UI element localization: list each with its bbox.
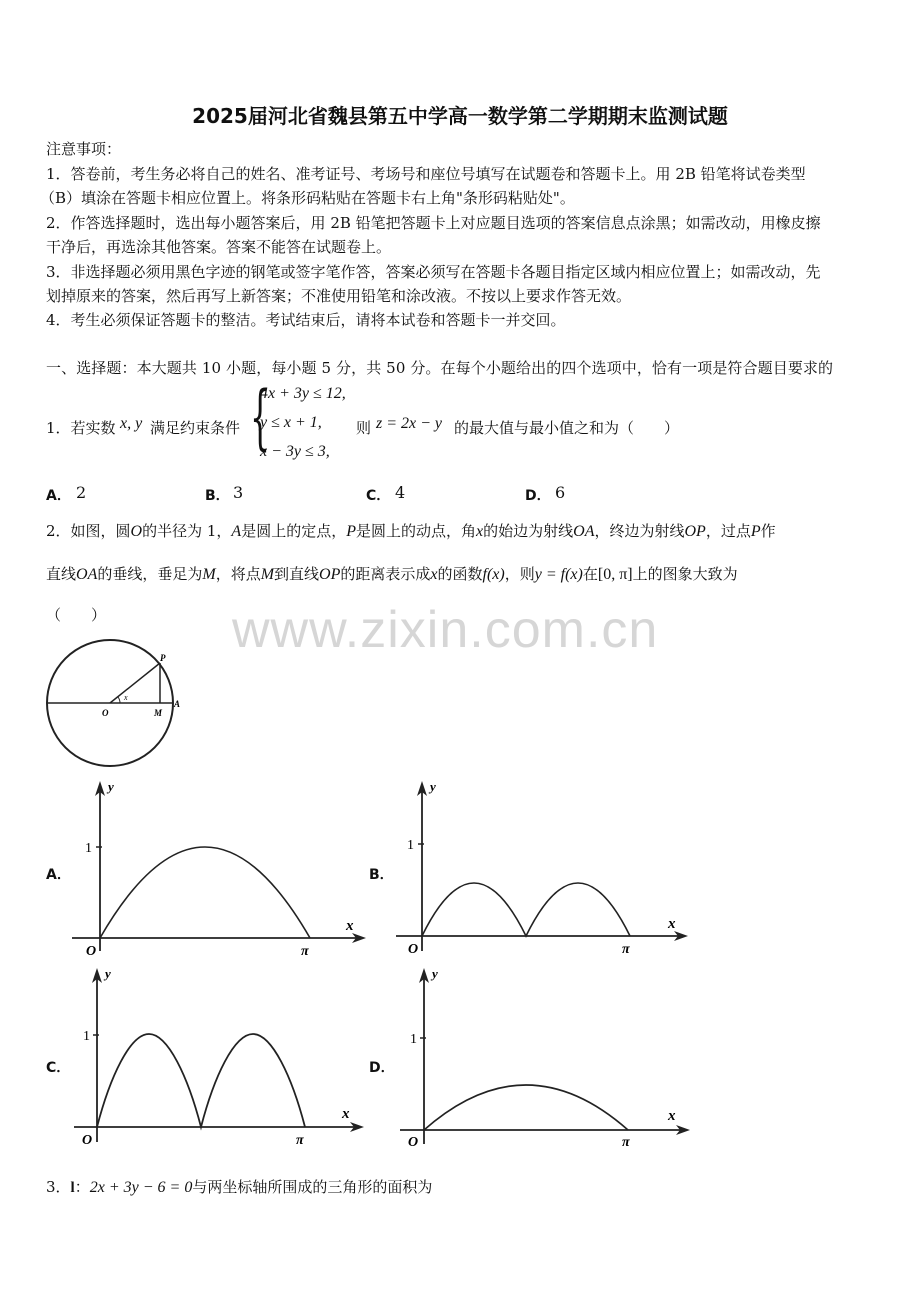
x-axis-label: x [668,916,676,932]
y-axis-label: y [105,966,111,981]
q2-graph-b [392,775,692,960]
q1-option-d-value: 6 [555,483,566,502]
q2-text-part: 的距离表示成 [340,565,431,583]
q2-fx: f(x) [482,566,505,583]
q2-text-part: ，将点 [215,565,261,583]
q2-yfx: y = f(x) [534,566,583,583]
ray-op [110,663,160,703]
q3-question: 与两坐标轴所围成的三角形的面积为 [192,1178,433,1196]
q3-line-name: l [70,1180,75,1196]
pi-label: π [622,1135,630,1150]
q2-var-x: x [430,566,438,583]
q1-constraint-2: y ≤ x + 1, [260,414,322,431]
point-o-label: O [102,708,109,718]
y-axis-label: y [108,779,114,794]
q2-option-c-label: C． [46,1060,71,1076]
point-m-label: M [154,708,163,718]
q2-circle-figure [40,636,190,786]
page-title: 2025届河北省魏县第五中学高一数学第二学期期末监测试题 [192,104,728,128]
q2-interval: [0, π] [597,566,633,583]
q2-text-part: ，过点 [705,522,751,540]
q2-option-d-label: D． [369,1060,395,1076]
q2-text-part: 是圆上的定点， [241,522,347,540]
q2-var-a: A [231,523,242,540]
curve [422,883,630,936]
q1-option-b-label: B． [205,488,230,504]
q2-text-part: 作 [760,522,776,540]
q1-condition: 满足约束条件 [150,419,241,437]
angle-x-label: x [124,693,128,702]
pi-label: π [622,942,630,957]
q2-text-part: ，终边为射线 [594,522,685,540]
notice-line: 划掉原来的答案，然后再写上新答案；不准使用铅笔和涂改液。不按以上要求作答无效。 [46,287,632,305]
q1-vars: x, y [120,415,143,432]
q1-expression: z = 2x − y [376,415,443,432]
q2-text-part: 到直线 [274,565,320,583]
q1-question: 的最大值与最小值之和为（ ） [454,419,680,437]
q1-number: 1．若实数 [46,419,116,437]
q2-option-b-label: B． [369,867,394,883]
y-axis-label: y [430,779,436,794]
notice-heading: 注意事项： [46,140,122,158]
q1-constraint-3: x − 3y ≤ 3, [260,443,330,460]
y-axis-label: y [432,966,438,981]
q3-equation: 2x + 3y − 6 = 0 [89,1179,193,1196]
q2-graph-c [70,962,370,1152]
q2-text-part: 2．如图，圆 [46,522,131,540]
q2-text-part: 上的图象大致为 [632,565,738,583]
q3-colon: ： [74,1178,90,1196]
q2-text-part: 的始边为射线 [483,522,574,540]
q2-var-p: P [346,523,356,540]
q2-var-oa: OA [76,566,98,583]
q2-text [46,520,776,541]
q3-number: 3． [46,1178,71,1196]
q3-text [46,1176,432,1197]
q2-graph-a [68,775,368,960]
q1-option-a-label: A． [46,488,71,504]
notice-line: 3．非选择题必须用黑色字迹的钢笔或签字笔作答，答案必须写在答题卡各题目指定区域内相应位置上；如需改动，先 [46,263,821,281]
pi-label: π [301,944,309,959]
x-axis-label: x [346,918,354,934]
watermark: www.zixin.com.cn [232,601,659,659]
q2-var-m: M [260,566,275,583]
q2-text-part: 的函数 [437,565,483,583]
q1-brace: { [250,376,271,458]
x-axis-label: x [342,1106,350,1122]
tick-label-one: 1 [83,1029,90,1044]
angle-arc [118,697,120,703]
point-a-label: A [174,699,181,709]
q2-var-m: M [202,566,216,583]
q2-text-part: 的半径为 1， [142,522,232,540]
curve [424,1085,628,1130]
q2-option-a-label: A． [46,867,71,883]
notice-line: （B）填涂在答题卡相应位置上。将条形码粘贴在答题卡右上角"条形码粘贴处"。 [40,189,575,207]
curve [100,847,310,938]
notice-line: 干净后，再选涂其他答案。答案不能答在试题卷上。 [46,238,392,256]
q2-text [46,563,738,584]
pi-label: π [296,1133,304,1148]
tick-label-one: 1 [410,1032,417,1047]
q2-text-part: 在 [582,565,598,583]
origin-label: O [86,944,97,959]
q1-constraint-1: 4x + 3y ≤ 12, [260,385,346,402]
q2-text-part: 是圆上的动点，角 [356,522,477,540]
q1-option-c-label: C． [366,488,391,504]
notice-line: 4．考生必须保证答题卡的整洁。考试结束后，请将本试卷和答题卡一并交回。 [46,311,566,329]
q2-graph-d [396,962,696,1152]
tick-label-one: 1 [85,841,92,856]
q2-answer-paren: （ ） [46,606,107,624]
q2-var-oa: OA [573,523,595,540]
q2-var-op: OP [319,566,341,583]
q2-var-o: O [130,523,143,540]
curve [97,1034,305,1127]
q1-option-d-label: D． [525,488,551,504]
origin-label: O [82,1133,93,1148]
origin-label: O [408,1135,419,1150]
q2-var-x: x [476,523,484,540]
q1-option-c-value: 4 [395,483,406,502]
tick-label-one: 1 [407,838,414,853]
x-axis-label: x [668,1108,676,1124]
origin-label: O [408,942,419,957]
q2-var-op: OP [684,523,706,540]
q2-text-part: 直线 [46,565,77,583]
q1-then: 则 [356,419,372,437]
notice-line: 1．答卷前，考生务必将自己的姓名、准考证号、考场号和座位号填写在试题卷和答题卡上。用 2B 铅笔将试卷类型 [46,165,806,183]
section-heading: 一、选择题：本大题共 10 小题，每小题 5 分，共 50 分。在每个小题给出的四个选项中，恰有一项是符合题目要求的 [46,359,834,377]
notice-line: 2．作答选择题时，选出每小题答案后，用 2B 铅笔把答题卡上对应题目选项的答案信息点涂黑；如需改动，用橡皮擦 [46,214,821,232]
q2-var-p: P [750,523,761,540]
q2-text-part: ，则 [504,565,535,583]
q2-text-part: 的垂线，垂足为 [97,565,203,583]
q1-option-a-value: 2 [76,483,87,502]
point-p-label: P [160,653,166,663]
q1-option-b-value: 3 [233,483,244,502]
